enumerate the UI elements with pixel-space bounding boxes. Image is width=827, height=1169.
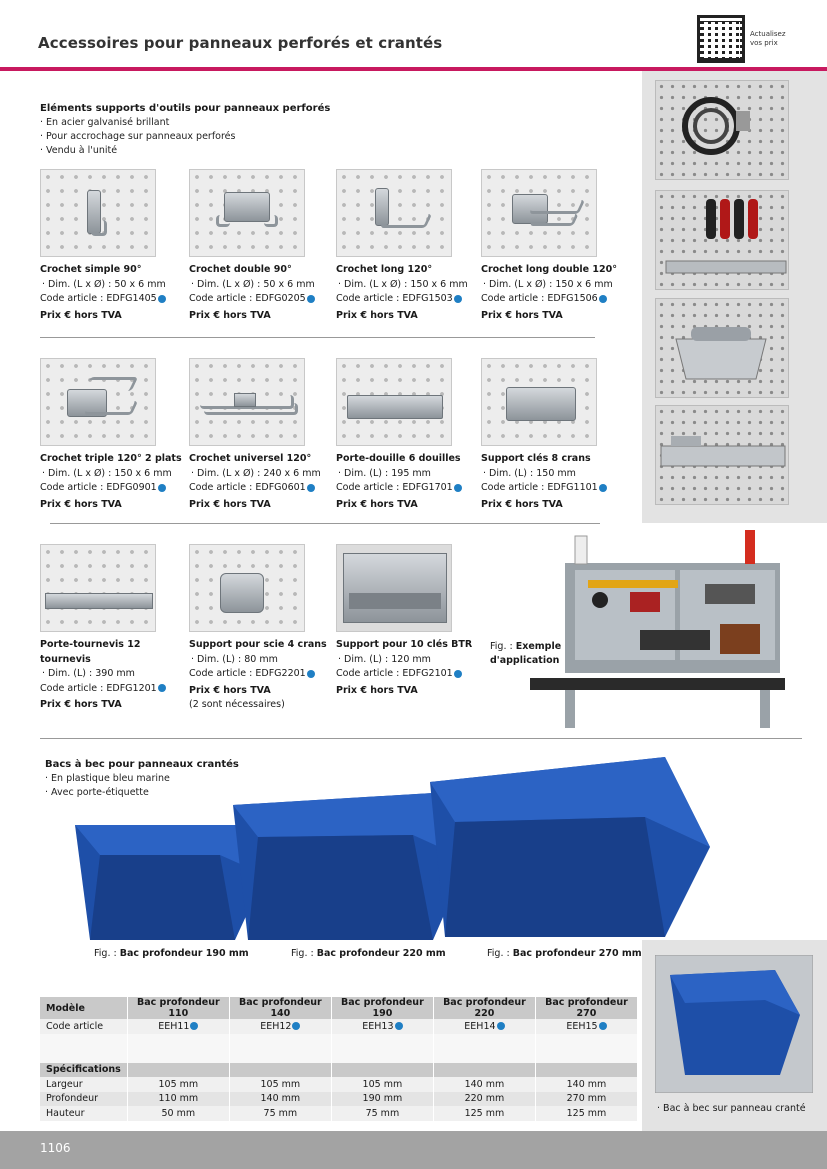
product-support-scie [189,638,339,713]
fig-prefix: Fig. : [94,948,117,959]
product-dim: · Dim. (L) : 120 mm [336,653,486,668]
divider [40,337,595,338]
table-row [40,1077,638,1092]
product-image-crochet-long[interactable] [336,169,452,257]
fig-prefix: Fig. : [291,948,314,959]
info-icon[interactable] [454,295,462,303]
product-dim: · Dim. (L) : 390 mm [40,667,190,682]
info-icon[interactable] [497,1022,505,1030]
table-cell: EEH15 [535,1019,637,1034]
info-icon[interactable] [307,670,315,678]
product-dim: · Dim. (L) : 150 mm [481,467,631,482]
product-name: Support clés 8 crans [481,453,591,464]
product-dim: · Dim. (L x Ø) : 150 x 6 mm [40,467,190,482]
product-crochet-triple [40,452,190,512]
table-header: Bac profondeur 110 [127,997,229,1019]
product-image-crochet-simple[interactable] [40,169,156,257]
spec-table [40,997,638,1121]
product-image-crochet-universel[interactable] [189,358,305,446]
product-code: Code article : EDFG0901 [40,482,157,493]
product-price: Prix € hors TVA [481,498,563,510]
table-cell: 140 mm [229,1092,331,1107]
table-cell: EEH14 [433,1019,535,1034]
page-title: Accessoires pour panneaux perforés et crantés [38,34,443,52]
product-image-support-scie[interactable] [189,544,305,632]
table-cell: Profondeur [40,1092,127,1107]
product-price: Prix € hors TVA [189,309,271,321]
table-header: Bac profondeur 220 [433,997,535,1019]
product-name: Porte-douille 6 douilles [336,453,461,464]
product-image-porte-tournevis[interactable] [40,544,156,632]
product-note: (2 sont nécessaires) [189,699,285,710]
product-code: Code article : EDFG1701 [336,482,453,493]
info-icon[interactable] [307,295,315,303]
info-icon[interactable] [599,484,607,492]
table-cell: 190 mm [331,1092,433,1107]
table-cell: 140 mm [433,1077,535,1092]
product-code: Code article : EDFG2201 [189,668,306,679]
product-name: Crochet universel 120° [189,453,312,464]
page-footer [0,1131,827,1169]
product-name: Support pour scie 4 crans [189,639,327,650]
info-icon[interactable] [158,684,166,692]
fig-label: Bac profondeur 220 mm [316,948,446,959]
product-image-crochet-long-double[interactable] [481,169,597,257]
bin-caption-220 [291,948,446,959]
product-dim: · Dim. (L x Ø) : 240 x 6 mm [189,467,339,482]
product-dim: · Dim. (L) : 195 mm [336,467,486,482]
product-image-support-cles-btr[interactable] [336,544,452,632]
product-dim: · Dim. (L x Ø) : 50 x 6 mm [189,278,339,293]
fig-label: Bac profondeur 270 mm [512,948,642,959]
table-header: Modèle [40,997,127,1019]
photo-long-rail [655,405,789,505]
fig-label: Bac profondeur 190 mm [119,948,249,959]
product-support-cles-btr [336,638,486,698]
section-tool-supports-title: Eléments supports d'outils pour panneaux perforés [40,103,331,114]
section-bins-title: Bacs à bec pour panneaux crantés [45,759,239,770]
side-caption: · Bac à bec sur panneau cranté [657,1103,806,1114]
table-cell: EEH11 [127,1019,229,1034]
table-cell: 140 mm [535,1077,637,1092]
product-price: Prix € hors TVA [189,498,271,510]
section-bins-bullets [45,772,170,800]
table-cell: 105 mm [229,1077,331,1092]
table-header: Bac profondeur 140 [229,997,331,1019]
section-tool-supports-bullets [40,116,235,158]
info-icon[interactable] [158,484,166,492]
product-price: Prix € hors TVA [336,309,418,321]
table-cell: 125 mm [535,1106,637,1121]
product-image-crochet-double[interactable] [189,169,305,257]
info-icon[interactable] [454,670,462,678]
fig-prefix: Fig. : [487,948,510,959]
photo-bin-on-panel [655,955,813,1093]
table-cell: Largeur [40,1077,127,1092]
bin-caption-190 [94,948,249,959]
qr-note: Actualisez vos prix [750,30,786,47]
table-subheader: Spécifications [40,1063,127,1078]
table-subheader-row [40,1063,638,1078]
divider [40,738,802,739]
product-name: Crochet triple 120° 2 plats [40,453,182,464]
table-cell: 270 mm [535,1092,637,1107]
info-icon[interactable] [307,484,315,492]
bin-caption-270 [487,948,642,959]
table-cell: 75 mm [229,1106,331,1121]
product-name: Crochet long 120° [336,264,433,275]
product-price: Prix € hors TVA [40,498,122,510]
table-cell: 75 mm [331,1106,433,1121]
bullet: · Avec porte-étiquette [45,786,170,800]
qr-code-icon[interactable] [697,15,745,63]
table-cell: 125 mm [433,1106,535,1121]
product-image-crochet-triple[interactable] [40,358,156,446]
product-crochet-long [336,263,486,323]
bullet: · Vendu à l'unité [40,144,235,158]
product-dim: · Dim. (L x Ø) : 50 x 6 mm [40,278,190,293]
photo-hook-with-cable [655,80,789,180]
product-code: Code article : EDFG1101 [481,482,598,493]
product-price: Prix € hors TVA [40,699,122,710]
table-header-row [40,997,638,1019]
product-porte-douille [336,452,486,512]
table-row [40,1048,638,1063]
info-icon[interactable] [599,1022,607,1030]
fig-label: Exemple [515,641,562,652]
product-code: Code article : EDFG1201 [40,682,157,694]
fig-label: d'application [490,655,560,666]
product-name: Porte-tournevis 12 tournevis [40,639,141,665]
table-cell: 220 mm [433,1092,535,1107]
bin-image-270 [425,752,713,942]
product-crochet-simple [40,263,190,323]
info-icon[interactable] [190,1022,198,1030]
product-price: Prix € hors TVA [336,684,418,696]
product-crochet-long-double [481,263,631,323]
table-cell: 50 mm [127,1106,229,1121]
product-name: Support pour 10 clés BTR [336,639,473,650]
info-icon[interactable] [158,295,166,303]
bullet: · En acier galvanisé brillant [40,116,235,130]
product-price: Prix € hors TVA [40,309,122,321]
bullet: · Pour accrochage sur panneaux perforés [40,130,235,144]
product-price: Prix € hors TVA [336,498,418,510]
product-crochet-universel [189,452,339,512]
product-dim: · Dim. (L) : 80 mm [189,653,339,668]
product-name: Crochet simple 90° [40,264,142,275]
product-name: Crochet long double 120° [481,264,618,275]
product-price: Prix € hors TVA [481,309,563,321]
product-price: Prix € hors TVA [189,684,271,696]
product-crochet-double [189,263,339,323]
table-cell: EEH13 [331,1019,433,1034]
bullet: · En plastique bleu marine [45,772,170,786]
table-row [40,1106,638,1121]
table-header: Bac profondeur 270 [535,997,637,1019]
table-row [40,1034,638,1049]
table-cell: Hauteur [40,1106,127,1121]
photo-screwdriver-holder [655,190,789,290]
table-header: Bac profondeur 190 [331,997,433,1019]
photo-socket-holder [655,298,789,398]
divider [50,523,600,524]
product-code: Code article : EDFG1506 [481,293,598,304]
table-row [40,1019,638,1034]
application-workbench-image [530,528,785,728]
product-support-cles [481,452,631,512]
table-row [40,1092,638,1107]
side-caption-text: Bac à bec sur panneau cranté [663,1103,806,1114]
info-icon[interactable] [292,1022,300,1030]
product-image-porte-douille[interactable] [336,358,452,446]
table-cell: 110 mm [127,1092,229,1107]
product-dim: · Dim. (L x Ø) : 150 x 6 mm [336,278,486,293]
product-code: Code article : EDFG1503 [336,293,453,304]
product-code: Code article : EDFG0601 [189,482,306,493]
table-cell: EEH12 [229,1019,331,1034]
table-cell: 105 mm [127,1077,229,1092]
product-porte-tournevis [40,638,190,713]
product-name: Crochet double 90° [189,264,292,275]
fig-prefix: Fig. : [490,641,513,652]
table-cell: 105 mm [331,1077,433,1092]
info-icon[interactable] [395,1022,403,1030]
product-code: Code article : EDFG2101 [336,668,453,679]
product-dim: · Dim. (L x Ø) : 150 x 6 mm [481,278,631,293]
table-cell: Code article [40,1019,127,1034]
page-number: 1106 [40,1141,71,1155]
product-image-support-cles[interactable] [481,358,597,446]
info-icon[interactable] [599,295,607,303]
info-icon[interactable] [454,484,462,492]
product-code: Code article : EDFG1405 [40,293,157,304]
product-code: Code article : EDFG0205 [189,293,306,304]
